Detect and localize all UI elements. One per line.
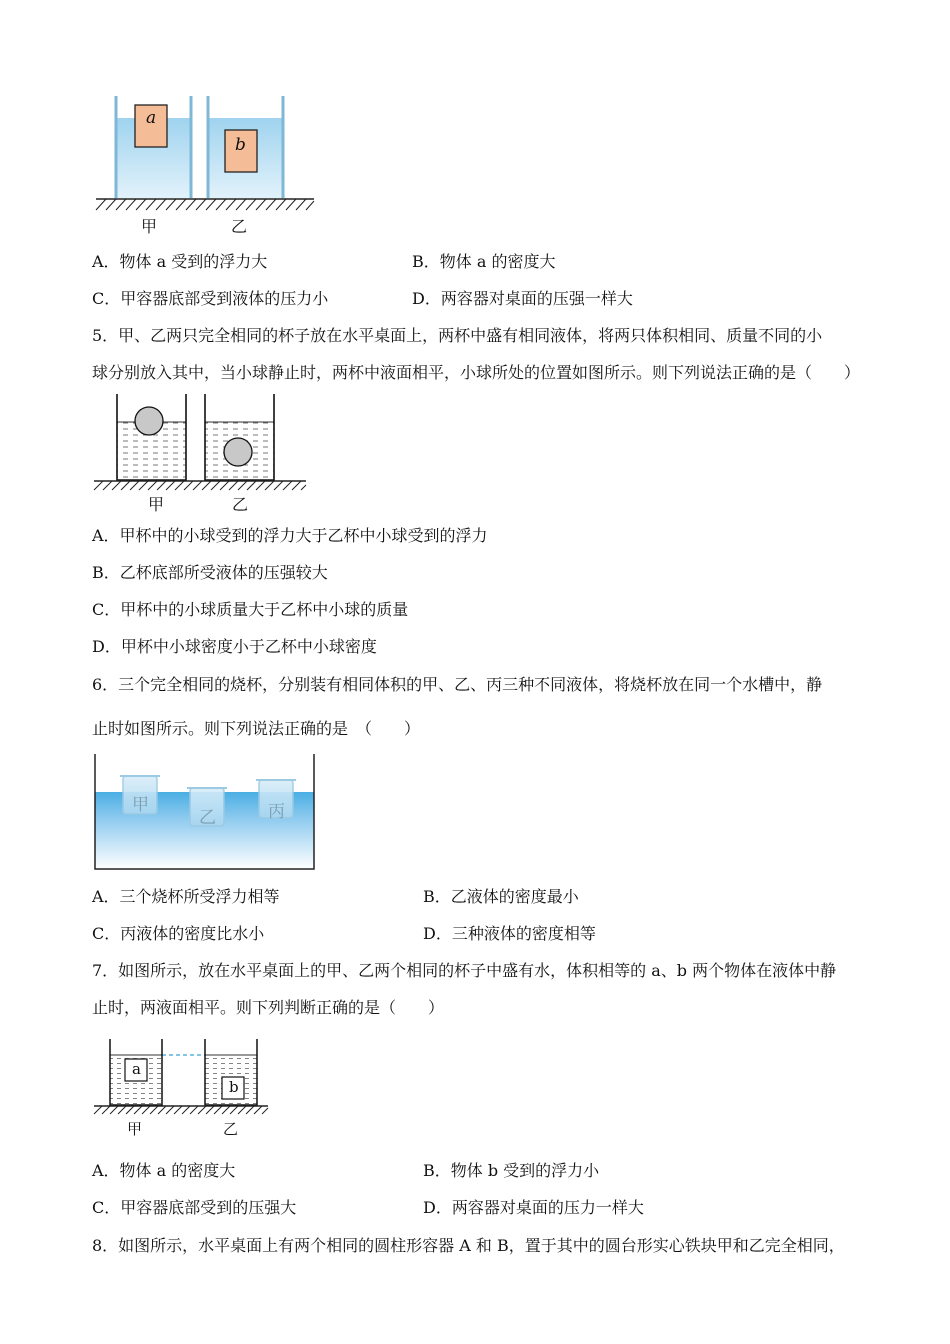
q5-stem-line2: 球分别放入其中，当小球静止时，两杯中液面相平，小球所处的位置如图所示。则下列说法正确的是（ ） bbox=[92, 363, 861, 382]
q5-cup-left-label: 甲 bbox=[148, 495, 165, 514]
q4-option-d: D．两容器对桌面的压强一样大 bbox=[412, 289, 633, 308]
q4-cup-left-label: 甲 bbox=[141, 217, 158, 236]
q7-option-c: C．甲容器底部受到的压强大 bbox=[92, 1198, 297, 1217]
q7-option-a: A．物体 a 的密度大 bbox=[92, 1161, 236, 1180]
q7-option-b: B．物体 b 受到的浮力小 bbox=[423, 1161, 600, 1180]
q6-option-d: D．三种液体的密度相等 bbox=[423, 924, 596, 943]
q4-option-a: A．物体 a 受到的浮力大 bbox=[92, 252, 268, 271]
q7-stem-line1: 7．如图所示，放在水平桌面上的甲、乙两个相同的杯子中盛有水，体积相等的 a、b 两个物体在液体中静 bbox=[92, 961, 837, 980]
q6-beaker-jia-label: 甲 bbox=[132, 795, 149, 815]
q7-stem-line2: 止时，两液面相平。则下列判断正确的是（ ） bbox=[92, 998, 445, 1017]
q5-option-b: B．乙杯底部所受液体的压强较大 bbox=[92, 563, 328, 582]
q7-cup-right-label: 乙 bbox=[223, 1120, 239, 1138]
q4-option-b: B．物体 a 的密度大 bbox=[412, 252, 556, 271]
q4-object-a-label: a bbox=[146, 108, 157, 128]
q8-stem-line1: 8．如图所示，水平桌面上有两个相同的圆柱形容器 A 和 B，置于其中的圆台形实心铁块甲和乙完全相同， bbox=[92, 1236, 845, 1255]
q6-stem-line1: 6．三个完全相同的烧杯，分别装有相同体积的甲、乙、丙三种不同液体，将烧杯放在同一个水槽中，静 bbox=[92, 675, 823, 694]
q6-stem-line2: 止时如图所示。则下列说法正确的是 （ ） bbox=[92, 719, 421, 738]
q5-cup-right-label: 乙 bbox=[232, 495, 249, 514]
q7-option-d: D．两容器对桌面的压力一样大 bbox=[423, 1198, 644, 1217]
q5-option-d: D．甲杯中小球密度小于乙杯中小球密度 bbox=[92, 637, 377, 656]
q6-beaker-yi-label: 乙 bbox=[199, 808, 216, 828]
q6-option-c: C．丙液体的密度比水小 bbox=[92, 924, 265, 943]
q6-beaker-bing-label: 丙 bbox=[268, 802, 285, 822]
q5-option-a: A．甲杯中的小球受到的浮力大于乙杯中小球受到的浮力 bbox=[92, 526, 488, 545]
q7-cup-left-label: 甲 bbox=[127, 1120, 143, 1138]
q6-option-b: B．乙液体的密度最小 bbox=[423, 887, 579, 906]
q4-cup-right-label: 乙 bbox=[231, 217, 248, 236]
q6-option-a: A．三个烧杯所受浮力相等 bbox=[92, 887, 280, 906]
q7-object-a-label: a bbox=[132, 1060, 141, 1078]
q4-object-b-label: b bbox=[235, 135, 246, 155]
q7-object-b-label: b bbox=[229, 1078, 239, 1096]
q4-option-c: C．甲容器底部受到液体的压力小 bbox=[92, 289, 329, 308]
q5-stem-line1: 5．甲、乙两只完全相同的杯子放在水平桌面上，两杯中盛有相同液体，将两只体积相同、质量不同的小 bbox=[92, 326, 823, 345]
q5-option-c: C．甲杯中的小球质量大于乙杯中小球的质量 bbox=[92, 600, 409, 619]
